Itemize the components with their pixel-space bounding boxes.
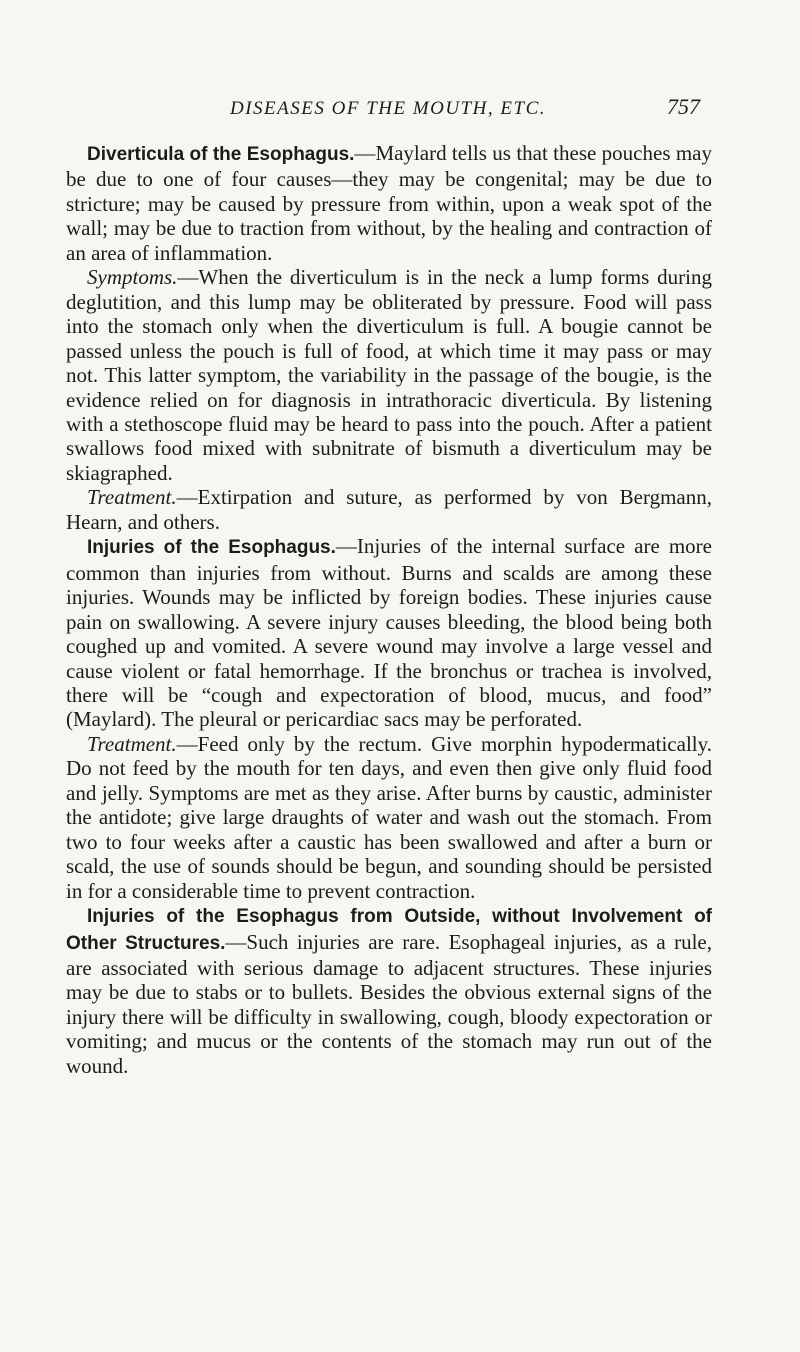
paragraph-diverticula <box>66 141 712 265</box>
paragraph-text: —Such injuries are rare. Esophageal injuries, as a rule, are associated with serious damage to adjacent structures. These injuries may be due to stabs or to bullets. Besides the obvious external signs of the injury there will be difficulty in swallowing, cough, bloody expectoration or vomiting; and mucus or the contents of the stomach may run out of the wound. <box>66 929 712 1078</box>
subsection-heading: Symptoms. <box>87 265 178 290</box>
paragraph-text: —Extirpation and suture, as performed by von Bergmann, Hearn, and others. <box>66 485 712 534</box>
paragraph-treatment-diverticula <box>66 485 712 534</box>
paragraph-text: —Feed only by the rectum. Give morphin hypodermatically. Do not feed by the mouth for ten days, and even then give only fluid food and jelly. Symptoms are met as they arise. After burns by caustic, administer the antidote; give large draughts of water and wash out the stomach. From two to four weeks after a caustic has been swallowed and after a burn or scald, the use of sounds should be begun, and sounding should be persisted in for a considerable time to prevent contraction. <box>66 731 712 903</box>
paragraph-treatment-injuries <box>66 732 712 903</box>
paragraph-symptoms <box>66 265 712 485</box>
section-heading: Diverticula of the Esophagus. <box>87 144 355 165</box>
page-number: 757 <box>667 94 700 119</box>
subsection-heading: Treatment. <box>87 731 177 756</box>
paragraph-text: —When the diverticulum is in the neck a lump forms during deglutition, and this lump may be obliterated by pressure. Food will pass into the stomach only when the diverticulum is full. A bougie cannot be passed unless the pouch is full of food, at which time it may pass or may not. This latter symptom, the variability in the passage of the bougie, is the evidence relied on for diagnosis in intrathoracic diverticula. By listening with a stethoscope fluid may be heard to pass into the pouch. After a patient swallows food mixed with subnitrate of bismuth a diverticulum may be skiagraphed. <box>66 265 712 485</box>
subsection-heading: Treatment. <box>87 485 177 510</box>
paragraph-text: —Injuries of the internal surface are more common than injuries from without. Burns and scalds are among these injuries. Wounds may be inflicted by foreign bodies. These injuries cause pain on swallowing. A severe injury causes bleeding, the blood being both coughed up and vomited. A severe wound may involve a large vessel and cause violent or fatal hemorrhage. If the bronchus or trachea is involved, there will be “cough and expectoration of blood, mucus, and food” (Maylard). The pleural or pericardiac sacs may be perforated. <box>66 534 712 732</box>
section-heading: Injuries of the Esophagus. <box>87 537 336 559</box>
body-text <box>66 141 712 1078</box>
section-heading: Injuries of the Esophagus from Outside, without Involvement of Other Structures. <box>66 906 712 954</box>
paragraph-injuries <box>66 534 712 732</box>
paragraph-text: —Maylard tells us that these pouches may be due to one of four causes—they may be congenital; may be due to stricture; may be caused by pressure from within, upon a weak spot of the wall; may be due to traction from without, by the healing and contraction of an area of inflammation. <box>66 141 713 265</box>
running-head: DISEASES OF THE MOUTH, ETC. <box>230 98 546 119</box>
paragraph-injuries-outside <box>66 903 712 1078</box>
